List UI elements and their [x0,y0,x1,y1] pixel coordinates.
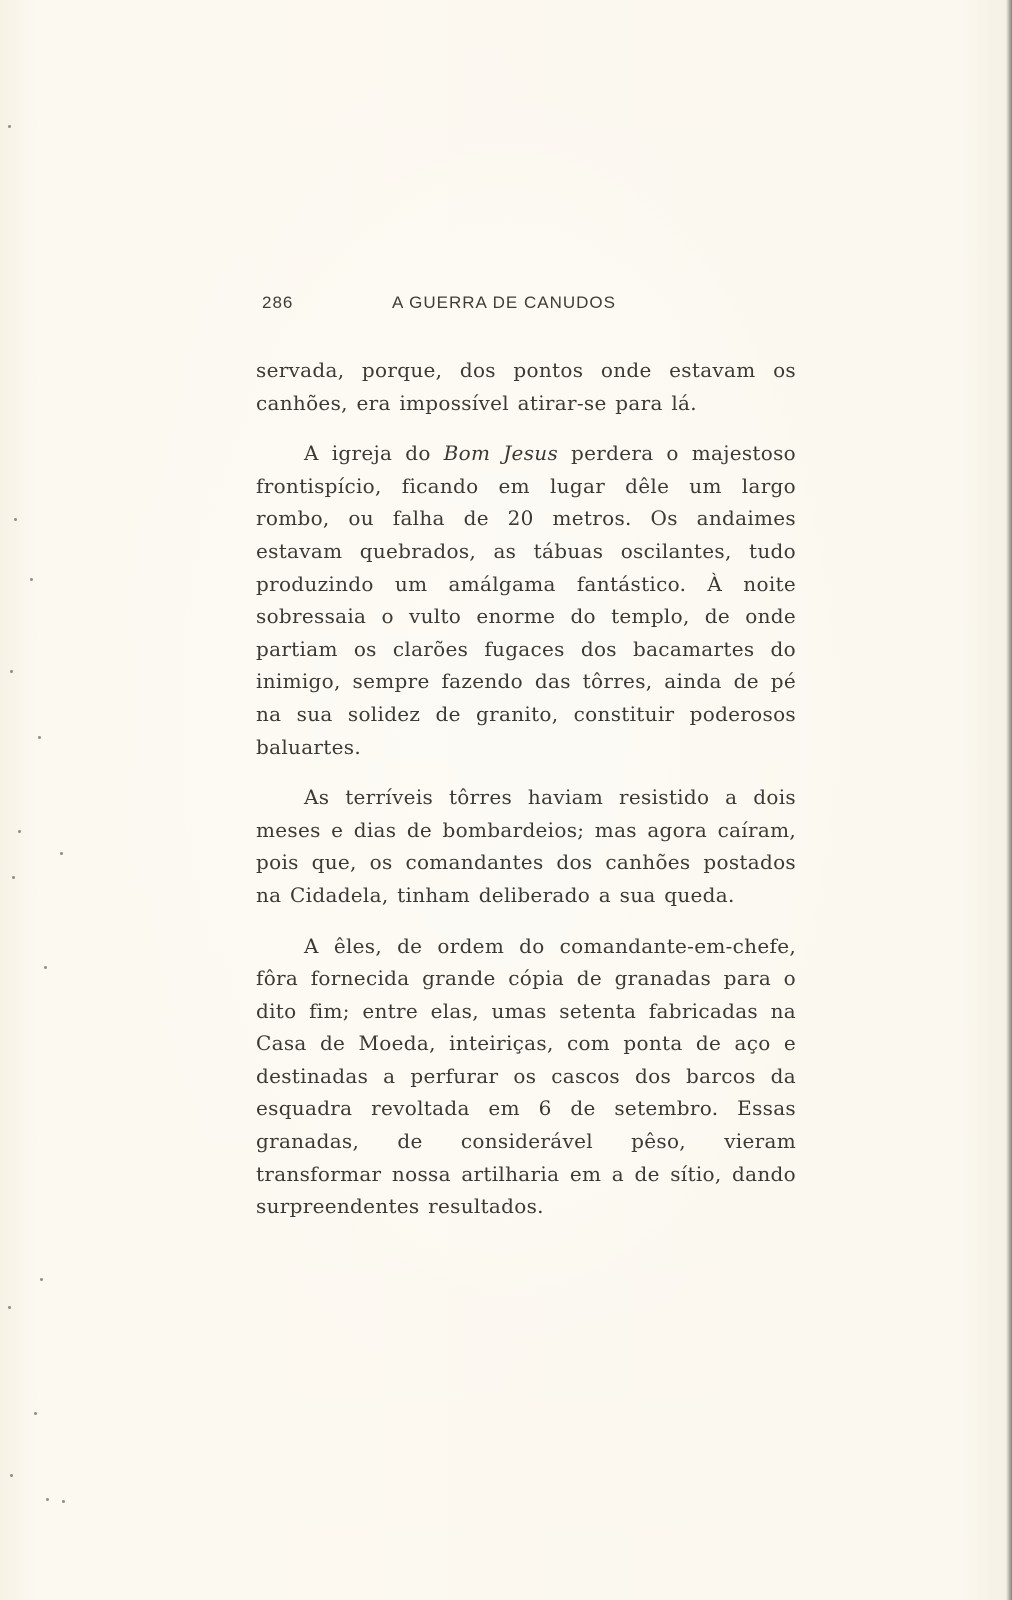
paragraph-1: servada, porque, dos pontos onde estavam os canhões, era impossível atirar-se para lá. [256,358,796,415]
running-header [262,293,796,319]
paragraph-2-rest: perdera o majestoso frontispício, ficando em lugar dêle um largo rombo, ou falha de 20 metros. Os andaimes estavam quebrados, as tábuas oscilantes, tudo produzindo um amálgama fantástico. À noite sobressaia o vulto enorme do templo, de onde partiam os clarões fugaces dos bacamartes do inimigo, sempre fazendo das tôrres, ainda de pé na sua solidez de granito, constituir poderosos baluartes. [256,441,796,759]
speck [44,966,47,969]
paragraph-2-italic: Bom Jesus [443,441,559,466]
paper-specks [0,0,80,1600]
paragraph-3: As terríveis tôrres haviam resistido a dois meses e dias de bombardeios; mas agora caíram, pois que, os comandantes dos canhões postados na Cidadela, tinham deliberado a sua queda. [256,785,796,907]
paragraph-2 [256,437,796,763]
running-title: A GUERRA DE CANUDOS [392,293,616,312]
speck [60,852,63,855]
paragraph-4: A êles, de ordem do comandante-em-chefe, fôra fornecida grande cópia de granadas para o dito fim; entre elas, umas setenta fabricadas na Casa de Moeda, inteiriças, com ponta de aço e destinadas a perfurar os cascos dos barcos da esquadra revoltada em 6 de setembro. Essas granadas, de considerável pêso, vieram transformar nossa artilharia em a de sítio, dando surpreendentes resultados. [256,933,796,1219]
speck [38,736,41,739]
page-number: 286 [262,293,294,312]
speck [10,1474,13,1477]
speck [46,1498,49,1501]
speck [12,876,15,879]
speck [8,1306,11,1309]
speck [62,1500,65,1503]
paragraph-2-start: A igreja do [304,441,444,466]
speck [40,1278,43,1281]
speck [34,1412,37,1415]
speck [18,830,21,833]
speck [30,578,33,581]
speck [14,518,17,521]
page-spine-shadow [1006,0,1012,1600]
body-text [256,354,796,1241]
speck [8,125,11,128]
speck [10,670,13,673]
